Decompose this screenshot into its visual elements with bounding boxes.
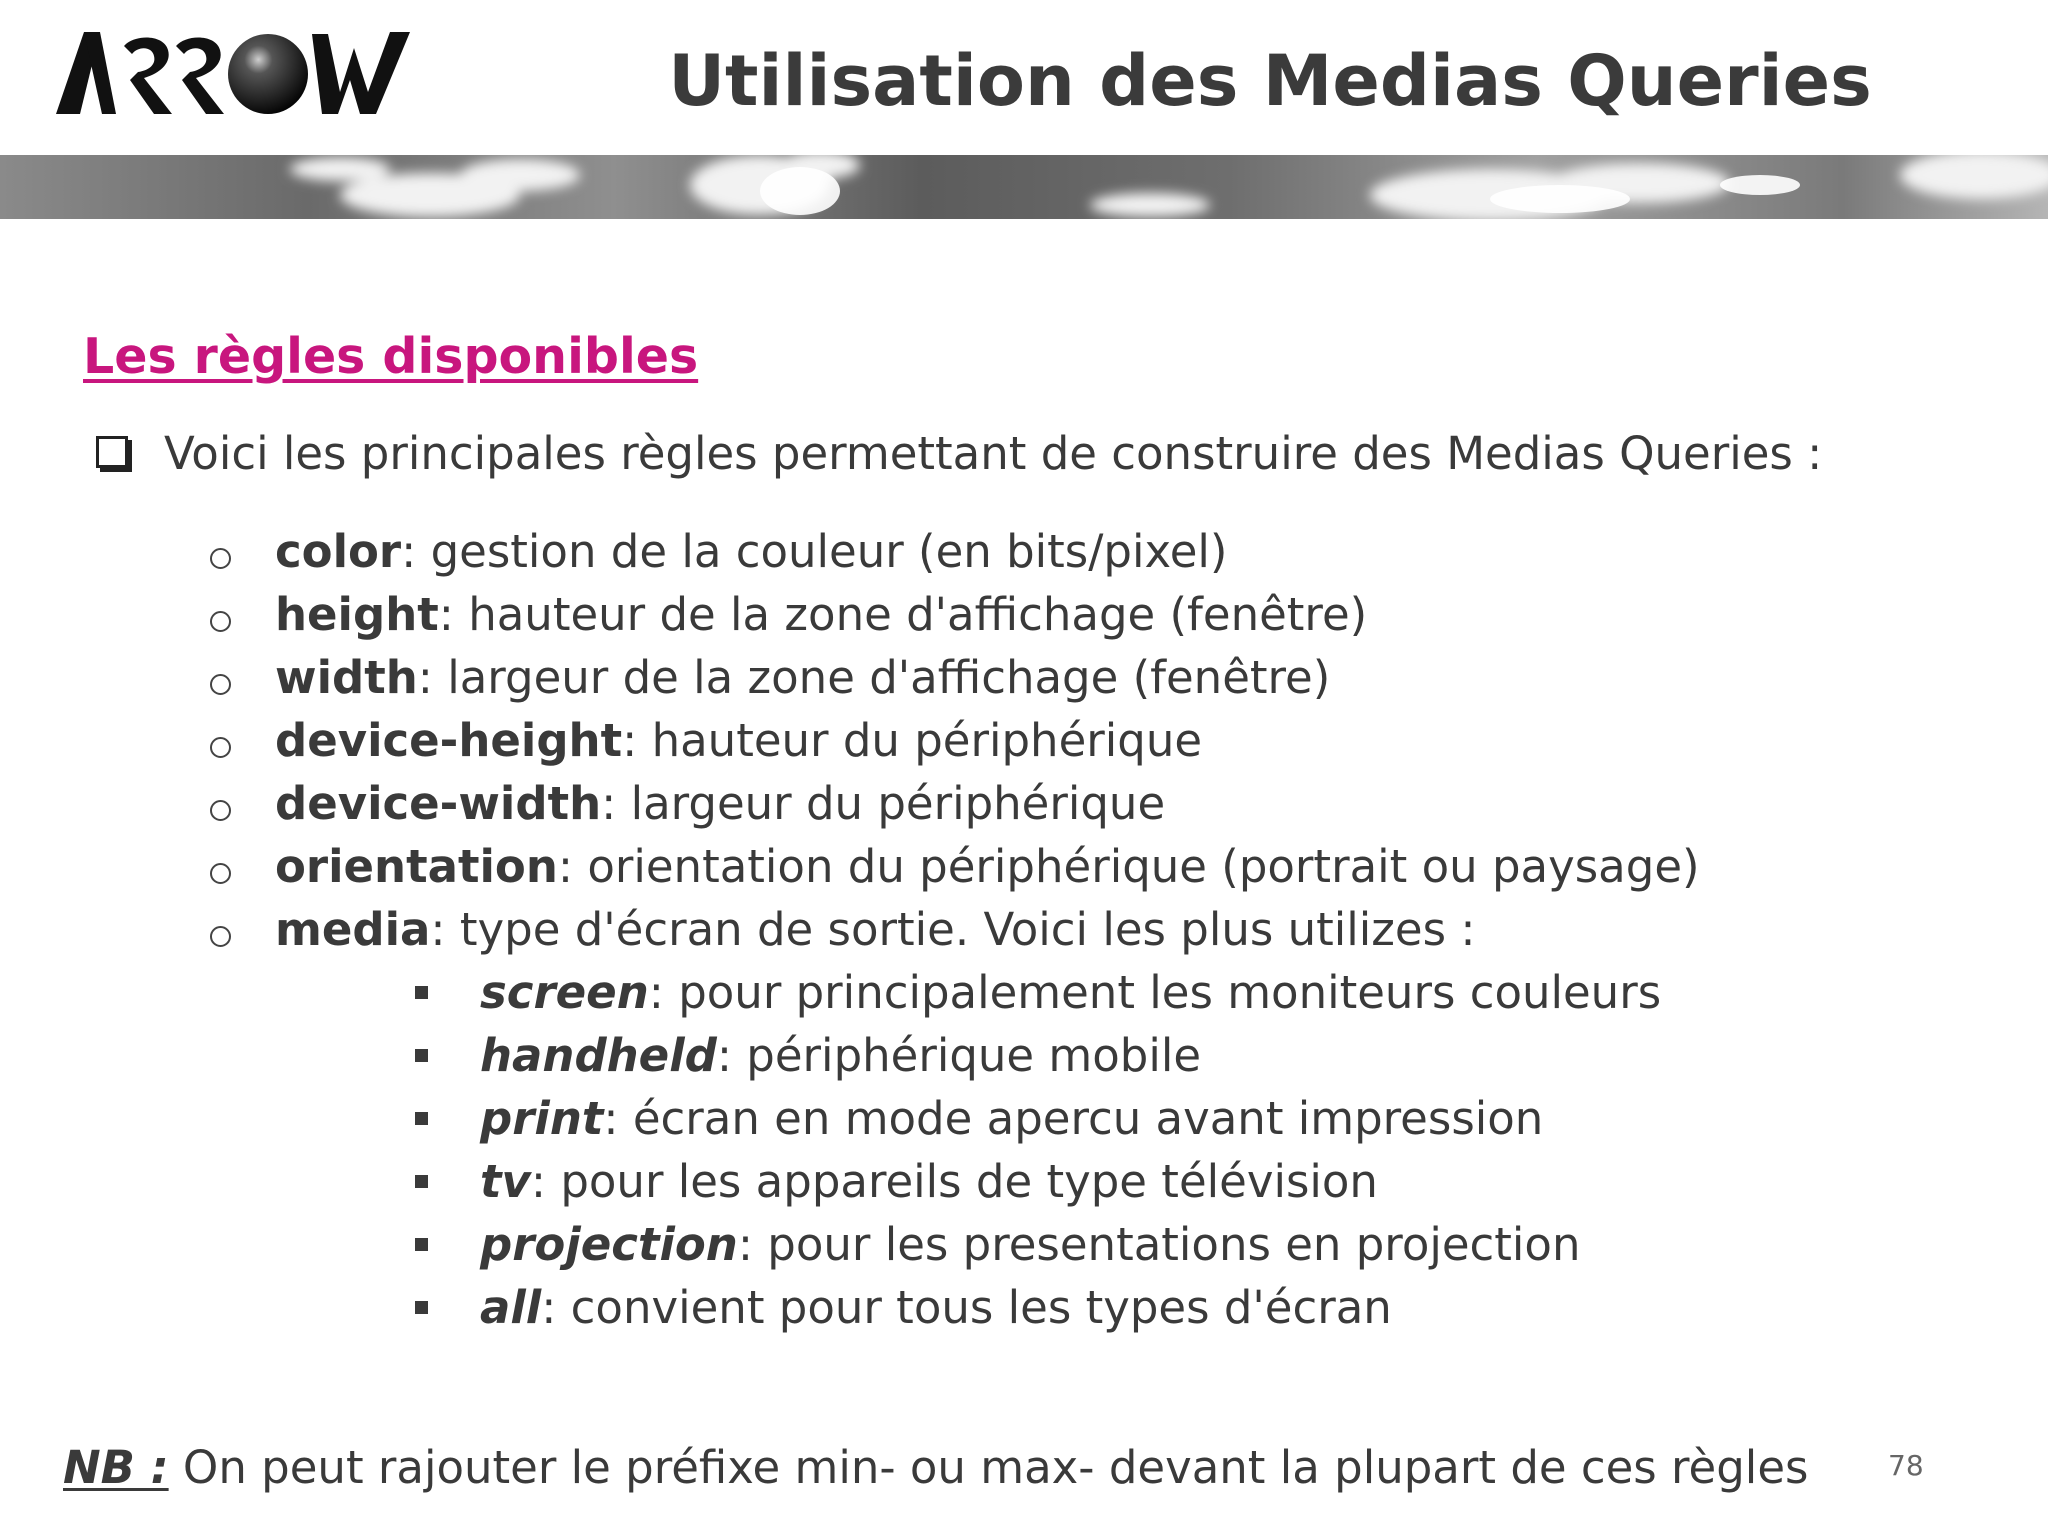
media-type-description: : écran en mode apercu avant impression bbox=[603, 1092, 1544, 1145]
rule-name: height bbox=[275, 588, 439, 641]
page-number: 78 bbox=[1888, 1449, 1924, 1482]
list-item bbox=[410, 1150, 1661, 1213]
list-item bbox=[200, 898, 1700, 961]
rule-name: media bbox=[275, 903, 431, 956]
rule-name: orientation bbox=[275, 840, 558, 893]
square-bullet-icon bbox=[415, 1301, 428, 1314]
media-type-name: screen bbox=[480, 966, 649, 1019]
media-type-description: : pour les presentations en projection bbox=[737, 1218, 1581, 1271]
note bbox=[63, 1436, 1808, 1500]
square-bullet-icon bbox=[415, 1049, 428, 1062]
media-type-name: handheld bbox=[480, 1029, 717, 1082]
note-text: On peut rajouter le préfixe min- ou max- devant la plupart de ces règles bbox=[168, 1441, 1809, 1494]
media-type-description: : convient pour tous les types d'écran bbox=[541, 1281, 1392, 1334]
square-bullet-icon bbox=[415, 1112, 428, 1125]
media-type-name: projection bbox=[480, 1218, 738, 1271]
square-bullet-icon bbox=[415, 1238, 428, 1251]
rule-name: device-height bbox=[275, 714, 623, 767]
rule-description: : largeur de la zone d'affichage (fenêtre) bbox=[417, 651, 1331, 704]
list-item bbox=[200, 520, 1700, 583]
circle-bullet-icon bbox=[210, 674, 231, 695]
list-item bbox=[200, 709, 1700, 772]
media-type-description: : pour les appareils de type télévision bbox=[530, 1155, 1378, 1208]
list-item bbox=[200, 772, 1700, 835]
list-item bbox=[410, 1276, 1661, 1339]
circle-bullet-icon bbox=[210, 863, 231, 884]
list-item bbox=[410, 1024, 1661, 1087]
note-label: NB : bbox=[63, 1441, 169, 1494]
media-types-list bbox=[410, 961, 1661, 1339]
media-type-description: : périphérique mobile bbox=[716, 1029, 1202, 1082]
media-type-description: : pour principalement les moniteurs couleurs bbox=[648, 966, 1662, 1019]
media-type-name: all bbox=[480, 1281, 542, 1334]
rule-description: : orientation du périphérique (portrait ou paysage) bbox=[557, 840, 1700, 893]
section-heading: Les règles disponibles bbox=[83, 328, 699, 385]
rule-description: : gestion de la couleur (en bits/pixel) bbox=[401, 525, 1228, 578]
media-type-name: tv bbox=[480, 1155, 531, 1208]
list-item bbox=[200, 646, 1700, 709]
list-item bbox=[200, 835, 1700, 898]
rule-description: : hauteur du périphérique bbox=[622, 714, 1203, 767]
list-item bbox=[200, 583, 1700, 646]
rule-name: color bbox=[275, 525, 402, 578]
list-item bbox=[410, 1087, 1661, 1150]
square-bullet-icon bbox=[415, 1175, 428, 1188]
list-item bbox=[410, 961, 1661, 1024]
rule-name: device-width bbox=[275, 777, 602, 830]
intro-text: Voici les principales règles permettant de construire des Medias Queries : bbox=[164, 427, 1823, 480]
square-bullet-icon bbox=[415, 986, 428, 999]
circle-bullet-icon bbox=[210, 800, 231, 821]
media-type-name: print bbox=[480, 1092, 604, 1145]
circle-bullet-icon bbox=[210, 611, 231, 632]
arrow-logo bbox=[54, 28, 414, 118]
rule-description: : largeur du périphérique bbox=[601, 777, 1166, 830]
list-item bbox=[410, 1213, 1661, 1276]
rule-description: : hauteur de la zone d'affichage (fenêtre) bbox=[438, 588, 1368, 641]
slide-title: Utilisation des Medias Queries bbox=[668, 40, 1872, 122]
rules-list bbox=[200, 520, 1700, 961]
checkbox-bullet-icon bbox=[96, 436, 128, 468]
cloud-banner-image bbox=[0, 155, 2048, 219]
circle-bullet-icon bbox=[210, 926, 231, 947]
rule-name: width bbox=[275, 651, 418, 704]
rule-description: : type d'écran de sortie. Voici les plus utilizes : bbox=[430, 903, 1476, 956]
intro-bullet bbox=[96, 422, 1822, 486]
circle-bullet-icon bbox=[210, 548, 231, 569]
circle-bullet-icon bbox=[210, 737, 231, 758]
